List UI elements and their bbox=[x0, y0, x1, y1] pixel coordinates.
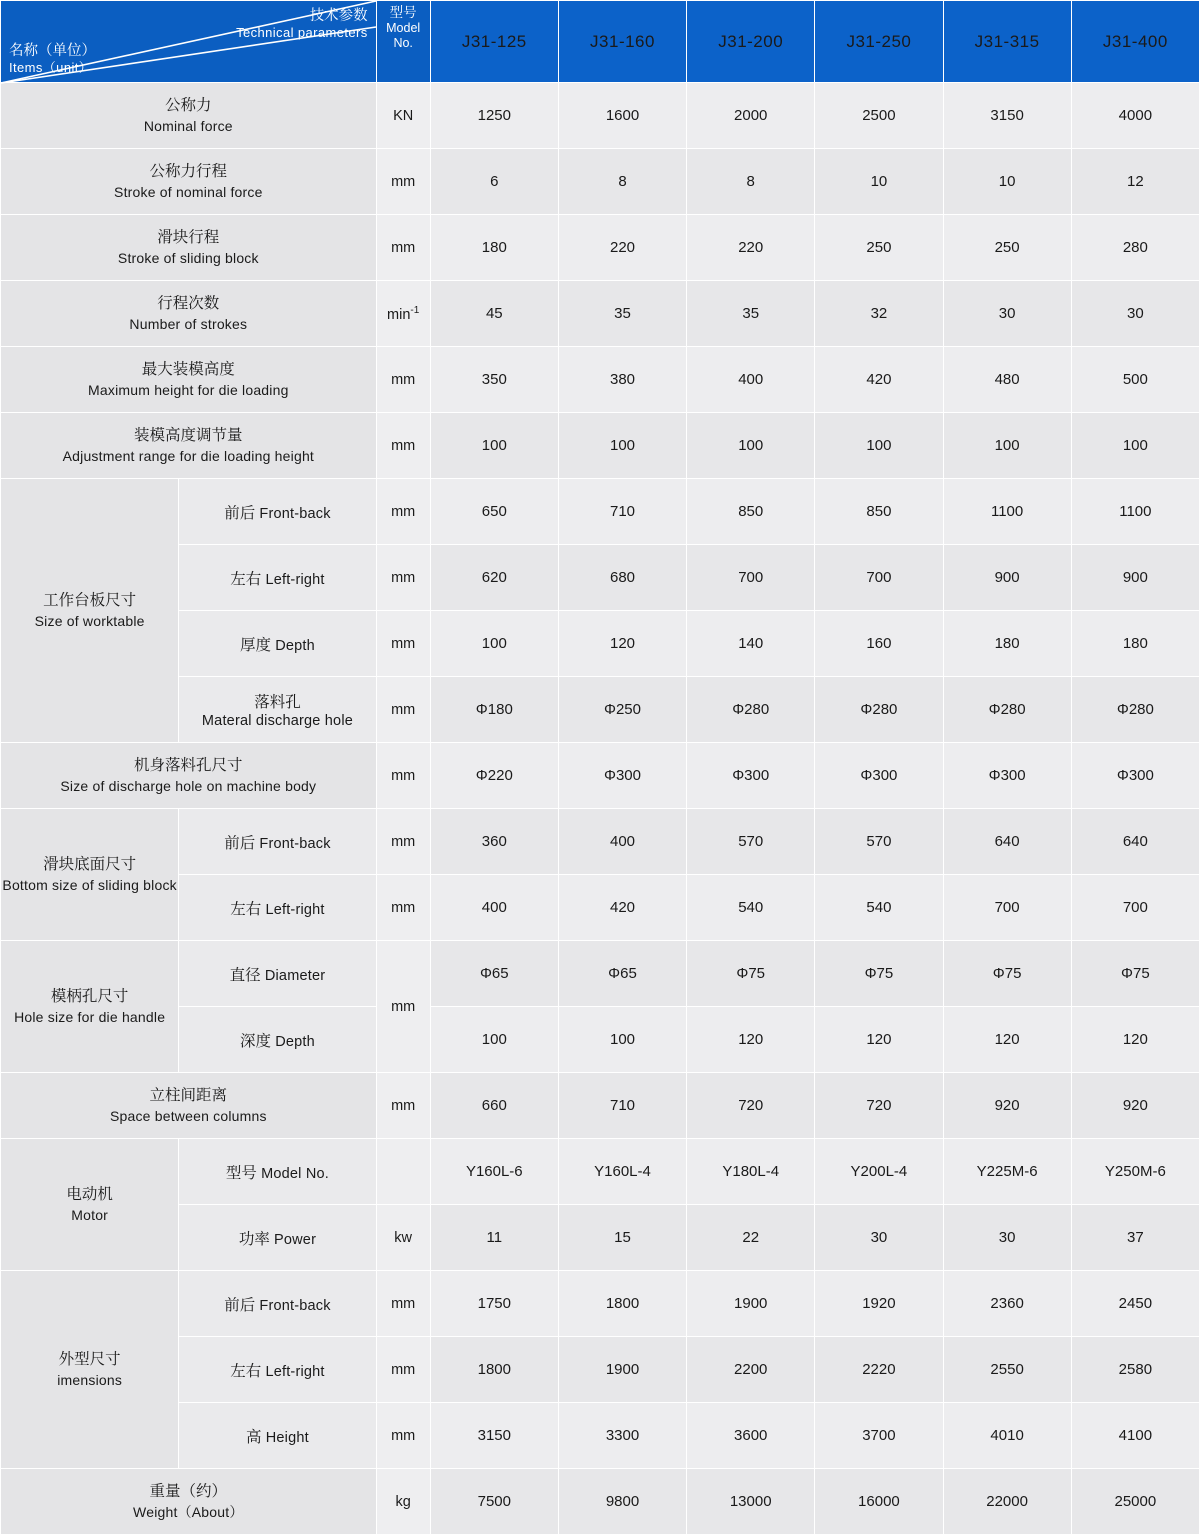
cell-value: 1750 bbox=[430, 1271, 558, 1337]
cell-value: 35 bbox=[687, 281, 815, 347]
cell-value: Φ280 bbox=[943, 677, 1071, 743]
row-unit: kg bbox=[376, 1469, 430, 1535]
cell-value: 640 bbox=[1071, 809, 1199, 875]
cell-value: 180 bbox=[1071, 611, 1199, 677]
cell-value: 11 bbox=[430, 1205, 558, 1271]
cell-value: 22 bbox=[687, 1205, 815, 1271]
cell-value: Φ300 bbox=[815, 743, 943, 809]
sub-label-diameter: 直径 Diameter bbox=[179, 941, 376, 1007]
cell-value: Φ300 bbox=[943, 743, 1071, 809]
cell-value: 1600 bbox=[558, 83, 686, 149]
cell-value: 35 bbox=[558, 281, 686, 347]
cell-value: 700 bbox=[943, 875, 1071, 941]
header-items-en: Items（unit） bbox=[9, 59, 93, 75]
cell-value: 920 bbox=[1071, 1073, 1199, 1139]
row-unit bbox=[376, 1139, 430, 1205]
table-row bbox=[1, 809, 1200, 875]
cell-value: 8 bbox=[687, 149, 815, 215]
row-unit: mm bbox=[376, 611, 430, 677]
header-tech-en: Technical parameters bbox=[236, 25, 368, 41]
header-model-en: Model No. bbox=[386, 21, 421, 51]
cell-value: Y160L-6 bbox=[430, 1139, 558, 1205]
cell-value: 45 bbox=[430, 281, 558, 347]
cell-value: Φ300 bbox=[687, 743, 815, 809]
sub-label-motor-model: 型号 Model No. bbox=[179, 1139, 376, 1205]
cell-value: 650 bbox=[430, 479, 558, 545]
header-items-cn: 名称（单位） bbox=[9, 42, 96, 59]
sub-label-front-back: 前后 Front-back bbox=[179, 479, 376, 545]
sub-label-depth: 深度 Depth bbox=[179, 1007, 376, 1073]
row-label-max-die-loading-height: 最大装模高度 Maximum height for die loading bbox=[1, 347, 377, 413]
cell-value: 10 bbox=[815, 149, 943, 215]
table-row bbox=[1, 1271, 1200, 1337]
cell-value: 22000 bbox=[943, 1469, 1071, 1535]
table-row bbox=[1, 1139, 1200, 1205]
table-row bbox=[1, 149, 1200, 215]
cell-value: 500 bbox=[1071, 347, 1199, 413]
row-unit: mm bbox=[376, 1073, 430, 1139]
table-row bbox=[1, 413, 1200, 479]
cell-value: 100 bbox=[430, 611, 558, 677]
row-unit: mm bbox=[376, 1271, 430, 1337]
sub-label-front-back: 前后 Front-back bbox=[179, 809, 376, 875]
cell-value: 1100 bbox=[943, 479, 1071, 545]
cell-value: 1800 bbox=[430, 1337, 558, 1403]
row-label-stroke-nominal-force: 公称力行程 Stroke of nominal force bbox=[1, 149, 377, 215]
row-label-space-between-columns: 立柱间距离 Space between columns bbox=[1, 1073, 377, 1139]
cell-value: 180 bbox=[430, 215, 558, 281]
cell-value: 4000 bbox=[1071, 83, 1199, 149]
cell-value: 640 bbox=[943, 809, 1071, 875]
cell-value: 3150 bbox=[430, 1403, 558, 1469]
row-unit: mm bbox=[376, 743, 430, 809]
cell-value: Φ75 bbox=[687, 941, 815, 1007]
table-row bbox=[1, 875, 1200, 941]
cell-value: 140 bbox=[687, 611, 815, 677]
cell-value: Φ75 bbox=[815, 941, 943, 1007]
cell-value: 220 bbox=[687, 215, 815, 281]
cell-value: 570 bbox=[687, 809, 815, 875]
cell-value: 160 bbox=[815, 611, 943, 677]
row-unit: mm bbox=[376, 149, 430, 215]
cell-value: Φ300 bbox=[558, 743, 686, 809]
cell-value: 570 bbox=[815, 809, 943, 875]
table-row bbox=[1, 83, 1200, 149]
cell-value: 680 bbox=[558, 545, 686, 611]
cell-value: 120 bbox=[558, 611, 686, 677]
table-row bbox=[1, 1205, 1200, 1271]
cell-value: 120 bbox=[1071, 1007, 1199, 1073]
cell-value: 2500 bbox=[815, 83, 943, 149]
cell-value: 1250 bbox=[430, 83, 558, 149]
sub-label-front-back: 前后 Front-back bbox=[179, 1271, 376, 1337]
row-unit: mm bbox=[376, 1403, 430, 1469]
table-row bbox=[1, 677, 1200, 743]
cell-value: 4010 bbox=[943, 1403, 1071, 1469]
cell-value: 9800 bbox=[558, 1469, 686, 1535]
cell-value: 100 bbox=[943, 413, 1071, 479]
cell-value: Φ300 bbox=[1071, 743, 1199, 809]
row-unit: mm bbox=[376, 875, 430, 941]
row-label-stroke-sliding-block: 滑块行程 Stroke of sliding block bbox=[1, 215, 377, 281]
cell-value: 250 bbox=[815, 215, 943, 281]
cell-value: 1920 bbox=[815, 1271, 943, 1337]
cell-value: 700 bbox=[1071, 875, 1199, 941]
row-label-bottom-size-sliding-block: 滑块底面尺寸 Bottom size of sliding block bbox=[1, 809, 179, 941]
row-unit: mm bbox=[376, 215, 430, 281]
cell-value: 220 bbox=[558, 215, 686, 281]
cell-value: Φ65 bbox=[430, 941, 558, 1007]
row-unit: kw bbox=[376, 1205, 430, 1271]
row-unit: mm bbox=[376, 347, 430, 413]
row-label-weight: 重量（约） Weight（About） bbox=[1, 1469, 377, 1535]
row-label-overall-dimensions: 外型尺寸 imensions bbox=[1, 1271, 179, 1469]
sub-label-left-right: 左右 Left-right bbox=[179, 545, 376, 611]
table-row bbox=[1, 545, 1200, 611]
sub-label-left-right: 左右 Left-right bbox=[179, 875, 376, 941]
cell-value: 3700 bbox=[815, 1403, 943, 1469]
cell-value: Φ280 bbox=[815, 677, 943, 743]
cell-value: 3300 bbox=[558, 1403, 686, 1469]
model-column-4: J31-250 bbox=[815, 1, 943, 83]
cell-value: 540 bbox=[815, 875, 943, 941]
cell-value: 16000 bbox=[815, 1469, 943, 1535]
cell-value: 3600 bbox=[687, 1403, 815, 1469]
table-row bbox=[1, 1073, 1200, 1139]
cell-value: 1900 bbox=[558, 1337, 686, 1403]
cell-value: 1800 bbox=[558, 1271, 686, 1337]
cell-value: Φ280 bbox=[687, 677, 815, 743]
cell-value: 700 bbox=[815, 545, 943, 611]
cell-value: 720 bbox=[815, 1073, 943, 1139]
row-label-nominal-force: 公称力 Nominal force bbox=[1, 83, 377, 149]
table-row bbox=[1, 215, 1200, 281]
cell-value: 850 bbox=[815, 479, 943, 545]
cell-value: 2360 bbox=[943, 1271, 1071, 1337]
cell-value: Φ180 bbox=[430, 677, 558, 743]
cell-value: 280 bbox=[1071, 215, 1199, 281]
cell-value: 120 bbox=[943, 1007, 1071, 1073]
row-label-hole-size-die-handle: 模柄孔尺寸 Hole size for die handle bbox=[1, 941, 179, 1073]
table-row bbox=[1, 1403, 1200, 1469]
cell-value: 100 bbox=[430, 1007, 558, 1073]
cell-value: 1900 bbox=[687, 1271, 815, 1337]
cell-value: 1100 bbox=[1071, 479, 1199, 545]
cell-value: 480 bbox=[943, 347, 1071, 413]
table-row bbox=[1, 611, 1200, 677]
cell-value: 850 bbox=[687, 479, 815, 545]
model-column-2: J31-160 bbox=[558, 1, 686, 83]
cell-value: Φ65 bbox=[558, 941, 686, 1007]
cell-value: 2220 bbox=[815, 1337, 943, 1403]
row-unit: mm bbox=[376, 545, 430, 611]
cell-value: 2200 bbox=[687, 1337, 815, 1403]
row-label-motor: 电动机 Motor bbox=[1, 1139, 179, 1271]
cell-value: 900 bbox=[943, 545, 1071, 611]
cell-value: 15 bbox=[558, 1205, 686, 1271]
model-column-3: J31-200 bbox=[687, 1, 815, 83]
cell-value: 380 bbox=[558, 347, 686, 413]
cell-value: 100 bbox=[687, 413, 815, 479]
table-row bbox=[1, 1469, 1200, 1535]
cell-value: 400 bbox=[558, 809, 686, 875]
cell-value: Y225M-6 bbox=[943, 1139, 1071, 1205]
cell-value: Φ75 bbox=[1071, 941, 1199, 1007]
cell-value: 4100 bbox=[1071, 1403, 1199, 1469]
row-label-number-of-strokes: 行程次数 Number of strokes bbox=[1, 281, 377, 347]
cell-value: Y200L-4 bbox=[815, 1139, 943, 1205]
row-unit: mm bbox=[376, 941, 430, 1073]
cell-value: 30 bbox=[943, 281, 1071, 347]
row-label-size-of-worktable: 工作台板尺寸 Size of worktable bbox=[1, 479, 179, 743]
cell-value: 100 bbox=[1071, 413, 1199, 479]
cell-value: Φ75 bbox=[943, 941, 1071, 1007]
cell-value: 420 bbox=[815, 347, 943, 413]
cell-value: 25000 bbox=[1071, 1469, 1199, 1535]
row-unit: mm bbox=[376, 809, 430, 875]
cell-value: 100 bbox=[815, 413, 943, 479]
cell-value: 2000 bbox=[687, 83, 815, 149]
cell-value: 900 bbox=[1071, 545, 1199, 611]
cell-value: 660 bbox=[430, 1073, 558, 1139]
cell-value: 3150 bbox=[943, 83, 1071, 149]
cell-value: 710 bbox=[558, 1073, 686, 1139]
cell-value: 120 bbox=[687, 1007, 815, 1073]
row-unit: mm bbox=[376, 677, 430, 743]
table-row bbox=[1, 347, 1200, 413]
cell-value: Φ280 bbox=[1071, 677, 1199, 743]
row-unit: mm bbox=[376, 413, 430, 479]
header-model-cn: 型号 bbox=[389, 5, 417, 20]
cell-value: 350 bbox=[430, 347, 558, 413]
cell-value: 700 bbox=[687, 545, 815, 611]
row-unit: mm bbox=[376, 1337, 430, 1403]
table-row bbox=[1, 743, 1200, 809]
cell-value: Y250M-6 bbox=[1071, 1139, 1199, 1205]
sub-label-left-right: 左右 Left-right bbox=[179, 1337, 376, 1403]
header-technical-parameters bbox=[1, 7, 368, 41]
table-row bbox=[1, 1007, 1200, 1073]
cell-value: 30 bbox=[1071, 281, 1199, 347]
cell-value: 100 bbox=[558, 413, 686, 479]
cell-value: 620 bbox=[430, 545, 558, 611]
sub-label-depth: 厚度 Depth bbox=[179, 611, 376, 677]
cell-value: 420 bbox=[558, 875, 686, 941]
cell-value: 30 bbox=[815, 1205, 943, 1271]
row-unit: mm bbox=[376, 479, 430, 545]
cell-value: 540 bbox=[687, 875, 815, 941]
table-row bbox=[1, 941, 1200, 1007]
cell-value: 720 bbox=[687, 1073, 815, 1139]
header-corner-cell bbox=[1, 1, 377, 83]
cell-value: 7500 bbox=[430, 1469, 558, 1535]
cell-value: Y160L-4 bbox=[558, 1139, 686, 1205]
unit-superscript: -1 bbox=[410, 304, 420, 316]
cell-value: 400 bbox=[687, 347, 815, 413]
row-unit: KN bbox=[376, 83, 430, 149]
cell-value: 32 bbox=[815, 281, 943, 347]
table-row bbox=[1, 1337, 1200, 1403]
cell-value: 37 bbox=[1071, 1205, 1199, 1271]
cell-value: 180 bbox=[943, 611, 1071, 677]
row-unit: $\min^{-1}$ bbox=[376, 281, 430, 347]
model-column-5: J31-315 bbox=[943, 1, 1071, 83]
cell-value: 120 bbox=[815, 1007, 943, 1073]
row-label-die-loading-adjustment: 装模高度调节量 Adjustment range for die loading height bbox=[1, 413, 377, 479]
sub-label-height: 高 Height bbox=[179, 1403, 376, 1469]
header-items-label bbox=[9, 42, 96, 76]
cell-value: 250 bbox=[943, 215, 1071, 281]
model-column-1: J31-125 bbox=[430, 1, 558, 83]
cell-value: 710 bbox=[558, 479, 686, 545]
table-header-row bbox=[1, 1, 1200, 83]
cell-value: 400 bbox=[430, 875, 558, 941]
cell-value: 100 bbox=[558, 1007, 686, 1073]
cell-value: 360 bbox=[430, 809, 558, 875]
sub-label-motor-power: 功率 Power bbox=[179, 1205, 376, 1271]
cell-value: 8 bbox=[558, 149, 686, 215]
cell-value: 100 bbox=[430, 413, 558, 479]
cell-value: 12 bbox=[1071, 149, 1199, 215]
cell-value: Y180L-4 bbox=[687, 1139, 815, 1205]
table-row bbox=[1, 479, 1200, 545]
cell-value: 13000 bbox=[687, 1469, 815, 1535]
cell-value: 2580 bbox=[1071, 1337, 1199, 1403]
row-label-discharge-hole-body: 机身落料孔尺寸 Size of discharge hole on machine body bbox=[1, 743, 377, 809]
cell-value: 2550 bbox=[943, 1337, 1071, 1403]
sub-label-material-discharge-hole: 落料孔 Materal discharge hole bbox=[179, 677, 376, 743]
cell-value: 10 bbox=[943, 149, 1071, 215]
cell-value: 2450 bbox=[1071, 1271, 1199, 1337]
cell-value: Φ220 bbox=[430, 743, 558, 809]
model-column-6: J31-400 bbox=[1071, 1, 1199, 83]
cell-value: 6 bbox=[430, 149, 558, 215]
cell-value: 920 bbox=[943, 1073, 1071, 1139]
cell-value: 30 bbox=[943, 1205, 1071, 1271]
cell-value: Φ250 bbox=[558, 677, 686, 743]
table-row bbox=[1, 281, 1200, 347]
header-tech-cn: 技术参数 bbox=[309, 8, 368, 24]
header-model-label bbox=[376, 1, 430, 83]
